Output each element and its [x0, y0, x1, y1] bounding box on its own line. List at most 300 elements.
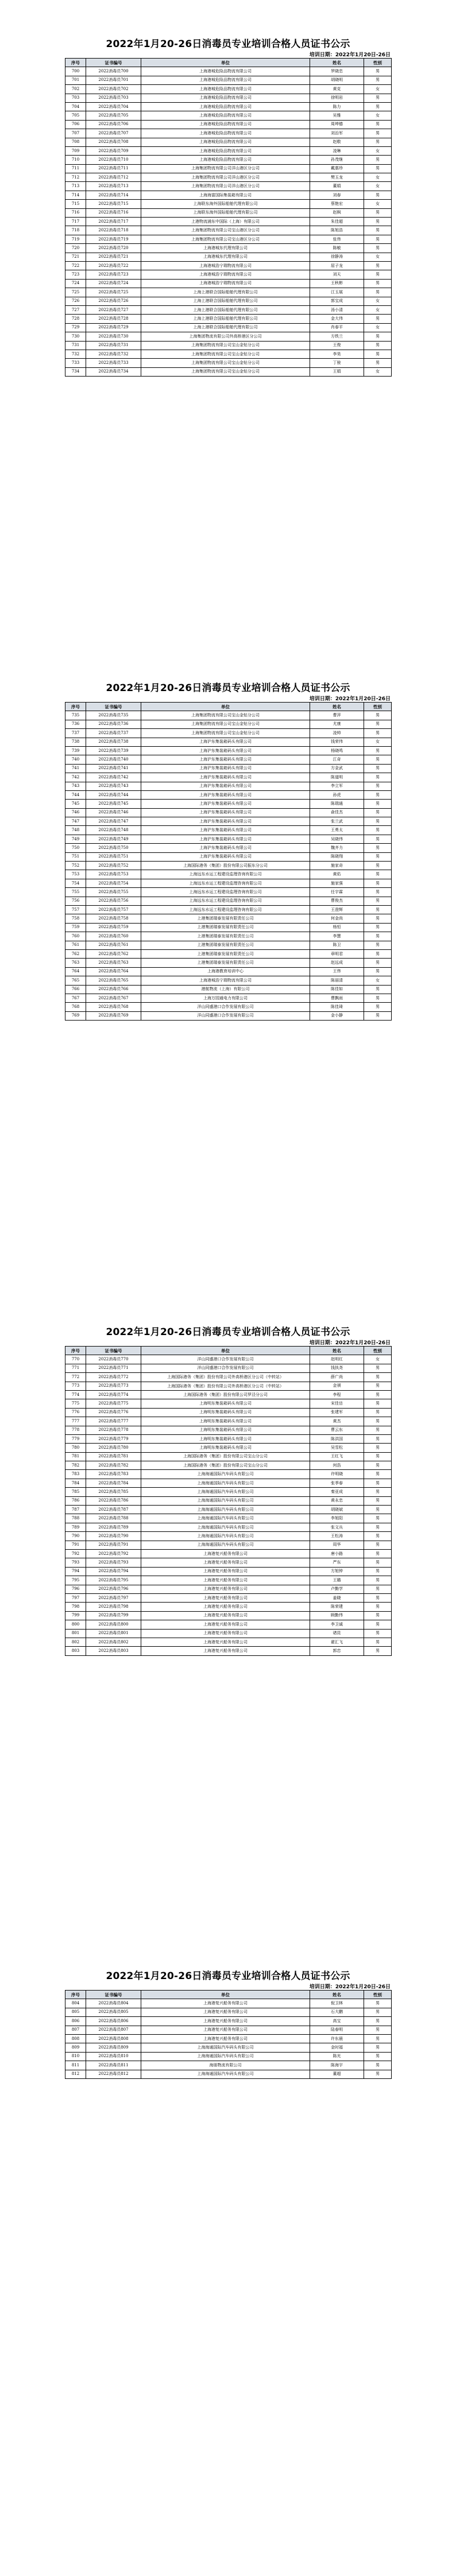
cell-cert-no: 2022消毒员802: [86, 1638, 141, 1646]
cell-seq: 734: [65, 367, 86, 376]
cell-cert-no: 2022消毒员751: [86, 852, 141, 861]
cell-cert-no: 2022消毒员711: [86, 164, 141, 173]
table-row: [65, 2061, 392, 2070]
cell-cert-no: 2022消毒员734: [86, 367, 141, 376]
cell-gender: 男: [364, 1567, 392, 1576]
cell-name: 王娟: [310, 367, 364, 376]
table-row: [65, 800, 392, 808]
table-row: [65, 200, 392, 208]
cell-cert-no: 2022消毒员786: [86, 1496, 141, 1505]
table-row: [65, 1585, 392, 1593]
table-row: [65, 1390, 392, 1399]
cell-name: 陈晓翔: [310, 852, 364, 861]
cell-seq: 771: [65, 1364, 86, 1372]
cell-cert-no: 2022消毒员752: [86, 862, 141, 870]
cell-name: 朱佳超: [310, 218, 364, 226]
cell-unit: 上海沪东集装箱码头有限公司: [141, 764, 310, 773]
cell-unit: 上海上港联合国际船舶代理有限公司: [141, 288, 310, 297]
cell-name: 王俊: [310, 341, 364, 350]
cell-seq: 755: [65, 888, 86, 897]
cell-unit: 上海港城危险品物流有限公司: [141, 129, 310, 138]
cell-seq: 745: [65, 800, 86, 808]
cell-name: 郭忠: [310, 1647, 364, 1655]
cell-name: 王澄辉: [310, 905, 364, 914]
cell-name: 陈海宇: [310, 2061, 364, 2070]
cell-cert-no: 2022消毒员807: [86, 2026, 141, 2034]
cell-seq: 781: [65, 1452, 86, 1461]
cell-cert-no: 2022消毒员756: [86, 897, 141, 905]
table-row: [65, 1647, 392, 1655]
cell-gender: 男: [364, 244, 392, 253]
cell-unit: 上海港复兴船务有限公司: [141, 1647, 310, 1655]
cell-unit: 上海集团物流有限公司宝山金钻分公司: [141, 341, 310, 350]
cell-cert-no: 2022消毒员750: [86, 844, 141, 852]
roster-table: [65, 58, 392, 377]
table-row: [65, 1620, 392, 1629]
cell-name: 尤康: [310, 720, 364, 728]
cell-name: 张季春: [310, 1479, 364, 1487]
cell-gender: 男: [364, 2061, 392, 2070]
cell-seq: 799: [65, 1611, 86, 1620]
cell-cert-no: 2022消毒员723: [86, 270, 141, 279]
cell-seq: 769: [65, 1011, 86, 1020]
cell-cert-no: 2022消毒员705: [86, 111, 141, 120]
table-row: [65, 138, 392, 146]
cell-cert-no: 2022消毒员791: [86, 1541, 141, 1549]
cell-seq: 701: [65, 76, 86, 84]
cell-name: 俞佳杰: [310, 808, 364, 817]
cell-unit: 上港物流浦东中国际（上海）有限公司: [141, 218, 310, 226]
table-row: [65, 1629, 392, 1638]
cell-gender: 男: [364, 967, 392, 976]
cell-gender: 男: [364, 1382, 392, 1390]
table-row: [65, 2052, 392, 2061]
cell-cert-no: 2022消毒员745: [86, 800, 141, 808]
cell-unit: 洋山同盛港口合作发展有限公司: [141, 1011, 310, 1020]
cell-seq: 704: [65, 102, 86, 111]
table-row: [65, 1603, 392, 1611]
cell-name: 张伟: [310, 235, 364, 243]
cell-unit: 上海沪东集装箱码头有限公司: [141, 808, 310, 817]
cell-gender: 男: [364, 138, 392, 146]
cell-gender: 男: [364, 2070, 392, 2078]
cell-unit: 上港集团瑞泰发展有限责任公司: [141, 932, 310, 941]
cell-seq: 805: [65, 2008, 86, 2016]
cell-cert-no: 2022消毒员718: [86, 226, 141, 235]
cell-seq: 779: [65, 1434, 86, 1443]
cell-unit: 上海港城危险品物流有限公司: [141, 120, 310, 129]
cell-cert-no: 2022消毒员742: [86, 773, 141, 782]
cell-unit: 上海港复兴船务有限公司: [141, 1603, 310, 1611]
cell-seq: 711: [65, 164, 86, 173]
table-row: [65, 156, 392, 164]
cell-cert-no: 2022消毒员764: [86, 967, 141, 976]
cell-gender: 男: [364, 914, 392, 923]
cell-cert-no: 2022消毒员712: [86, 173, 141, 182]
cell-unit: 上海上港联合国际船舶代理有限公司: [141, 297, 310, 305]
cell-unit: 上海海通国际汽车码头有限公司: [141, 1488, 310, 1496]
cell-gender: 男: [364, 1444, 392, 1452]
cell-name: 肖春平: [310, 323, 364, 332]
cell-cert-no: 2022消毒员774: [86, 1390, 141, 1399]
cell-cert-no: 2022消毒员736: [86, 720, 141, 728]
cell-seq: 733: [65, 359, 86, 367]
table-row: [65, 1434, 392, 1443]
cell-unit: 上海联东海外国际船舶代理有限公司: [141, 208, 310, 217]
table-row: [65, 923, 392, 932]
cell-name: 陈丽清: [310, 976, 364, 985]
table-row: [65, 738, 392, 746]
cell-seq: 742: [65, 773, 86, 782]
table-row: [65, 1514, 392, 1523]
table-row: [65, 332, 392, 341]
cell-unit: 上港集团瑞泰发展有限责任公司: [141, 914, 310, 923]
cell-cert-no: 2022消毒员800: [86, 1620, 141, 1629]
cell-unit: 上海沪东集装箱码头有限公司: [141, 844, 310, 852]
cell-seq: 700: [65, 67, 86, 76]
cell-name: 李慧: [310, 932, 364, 941]
table-row: [65, 764, 392, 773]
cell-gender: 女: [364, 253, 392, 261]
cell-seq: 716: [65, 208, 86, 217]
training-date: 培训日期：2022年1月20日-26日: [309, 52, 391, 58]
cell-cert-no: 2022消毒员721: [86, 253, 141, 261]
table-row: [65, 985, 392, 994]
cell-cert-no: 2022消毒员782: [86, 1461, 141, 1470]
table-row: [65, 994, 392, 1002]
cell-unit: 上海港城浩宁瑞物流有限公司: [141, 270, 310, 279]
cell-seq: 762: [65, 949, 86, 958]
cell-unit: 上海沪东集装箱码头有限公司: [141, 746, 310, 755]
cell-gender: 男: [364, 1426, 392, 1434]
cell-seq: 737: [65, 729, 86, 738]
cell-gender: 男: [364, 1549, 392, 1558]
cell-cert-no: 2022消毒员754: [86, 879, 141, 887]
cell-seq: 806: [65, 2017, 86, 2026]
cell-cert-no: 2022消毒员737: [86, 729, 141, 738]
cell-gender: 女: [364, 1355, 392, 1364]
cell-seq: 785: [65, 1488, 86, 1496]
cell-name: 方旭钟: [310, 1567, 364, 1576]
table-row: [65, 1408, 392, 1417]
table-row: [65, 1549, 392, 1558]
roster-table: [65, 702, 392, 1021]
cell-name: 孙虎: [310, 790, 364, 799]
header-row: [65, 1347, 392, 1355]
cell-unit: 上海海通国际汽车码头有限公司: [141, 1479, 310, 1487]
cell-unit: 上海港城浩宁瑞物流有限公司: [141, 976, 310, 985]
cell-gender: 男: [364, 120, 392, 129]
cell-name: 蔡艳宏: [310, 200, 364, 208]
cell-unit: 上海明东集装箱码头有限公司: [141, 1417, 310, 1426]
cell-unit: 上海明东集装箱码头有限公司: [141, 1434, 310, 1443]
cell-unit: 上海港城浩宁瑞物流有限公司: [141, 261, 310, 270]
header-seq: 序号: [65, 1347, 86, 1355]
cell-name: 许东晨: [310, 2034, 364, 2043]
cell-name: 江奇: [310, 755, 364, 764]
header-name: 姓名: [310, 59, 364, 67]
cell-gender: 男: [364, 350, 392, 358]
cell-name: 黄克: [310, 85, 364, 94]
cell-name: 何金尚: [310, 914, 364, 923]
cell-name: 赵明红: [310, 1355, 364, 1364]
cell-name: 陈道明: [310, 773, 364, 782]
cell-name: 刘治军: [310, 129, 364, 138]
cell-seq: 702: [65, 85, 86, 94]
cell-name: 凌琳: [310, 146, 364, 155]
cell-name: 张文兵: [310, 1523, 364, 1531]
cell-cert-no: 2022消毒员767: [86, 994, 141, 1002]
cell-unit: 上港集团瑞泰发展有限责任公司: [141, 941, 310, 949]
cell-gender: 女: [364, 976, 392, 985]
roster-table: [65, 1346, 392, 1656]
cell-cert-no: 2022消毒员793: [86, 1558, 141, 1567]
table-row: [65, 852, 392, 861]
cell-seq: 757: [65, 905, 86, 914]
cell-seq: 809: [65, 2043, 86, 2052]
cell-seq: 776: [65, 1408, 86, 1417]
cell-name: 王璐: [310, 1576, 364, 1585]
cell-gender: 男: [364, 1514, 392, 1523]
cell-unit: 上海港城危险品物流有限公司: [141, 67, 310, 76]
cell-cert-no: 2022消毒员769: [86, 1011, 141, 1020]
cell-name: 屈子龙: [310, 261, 364, 270]
cell-gender: 男: [364, 905, 392, 914]
cell-name: 陈荣建: [310, 1603, 364, 1611]
cell-cert-no: 2022消毒员717: [86, 218, 141, 226]
cell-seq: 743: [65, 782, 86, 790]
cell-gender: 男: [364, 1585, 392, 1593]
cell-unit: 上海远东水运工程建设监理咨询有限公司: [141, 897, 310, 905]
cell-cert-no: 2022消毒员730: [86, 332, 141, 341]
cell-name: 黄永忠: [310, 1496, 364, 1505]
cell-cert-no: 2022消毒员753: [86, 870, 141, 879]
cell-unit: 上海明东集装箱码头有限公司: [141, 1408, 310, 1417]
cell-seq: 773: [65, 1382, 86, 1390]
cell-seq: 723: [65, 270, 86, 279]
cell-gender: 男: [364, 1390, 392, 1399]
cell-cert-no: 2022消毒员762: [86, 949, 141, 958]
cell-seq: 712: [65, 173, 86, 182]
cell-cert-no: 2022消毒员808: [86, 2034, 141, 2043]
cell-cert-no: 2022消毒员788: [86, 1514, 141, 1523]
cell-gender: 男: [364, 208, 392, 217]
cell-gender: 男: [364, 315, 392, 323]
roster-page: [0, 1288, 456, 1932]
cell-unit: 上海国际港务（集团）股份有限公司宝山分公司: [141, 1452, 310, 1461]
cell-gender: 男: [364, 2026, 392, 2034]
cell-gender: 男: [364, 1003, 392, 1011]
table-row: [65, 897, 392, 905]
cell-seq: 752: [65, 862, 86, 870]
cell-unit: 上海远东水运工程建设监理咨询有限公司: [141, 888, 310, 897]
cell-seq: 747: [65, 817, 86, 826]
cell-cert-no: 2022消毒员790: [86, 1532, 141, 1541]
cell-unit: 上海集团物流有限公司宝山金钻分公司: [141, 350, 310, 358]
cell-seq: 722: [65, 261, 86, 270]
cell-unit: 洋山同盛港口合作发展有限公司: [141, 1364, 310, 1372]
cell-cert-no: 2022消毒员722: [86, 261, 141, 270]
cell-gender: 男: [364, 1496, 392, 1505]
cell-cert-no: 2022消毒员763: [86, 959, 141, 967]
cell-gender: 男: [364, 1603, 392, 1611]
cell-cert-no: 2022消毒员724: [86, 279, 141, 288]
cell-cert-no: 2022消毒员738: [86, 738, 141, 746]
cell-name: 陈佳如: [310, 985, 364, 994]
cell-gender: 男: [364, 932, 392, 941]
table-row: [65, 85, 392, 94]
table-row: [65, 808, 392, 817]
cell-gender: 男: [364, 1434, 392, 1443]
cell-unit: 上海港复兴船务有限公司: [141, 1611, 310, 1620]
cell-cert-no: 2022消毒员703: [86, 94, 141, 102]
cell-cert-no: 2022消毒员797: [86, 1593, 141, 1602]
table-row: [65, 323, 392, 332]
cell-seq: 731: [65, 341, 86, 350]
cell-gender: 男: [364, 835, 392, 843]
cell-unit: 上海明东集装箱码头有限公司: [141, 1444, 310, 1452]
cell-name: 曹飘雨: [310, 994, 364, 1002]
cell-seq: 800: [65, 1620, 86, 1629]
cell-name: 赵远成: [310, 959, 364, 967]
header-gender: 性别: [364, 59, 392, 67]
cell-seq: 766: [65, 985, 86, 994]
cell-name: 李立军: [310, 782, 364, 790]
cell-unit: 上海沪东集装箱码头有限公司: [141, 755, 310, 764]
cell-cert-no: 2022消毒员707: [86, 129, 141, 138]
cell-name: 吴晓伟: [310, 835, 364, 843]
cell-seq: 756: [65, 897, 86, 905]
table-row: [65, 976, 392, 985]
cell-seq: 763: [65, 959, 86, 967]
cell-seq: 707: [65, 129, 86, 138]
cell-unit: 上海沪东集装箱码头有限公司: [141, 826, 310, 835]
cell-cert-no: 2022消毒员757: [86, 905, 141, 914]
cell-seq: 721: [65, 253, 86, 261]
header-row: [65, 1991, 392, 1999]
cell-unit: 上海港复兴船务有限公司: [141, 2017, 310, 2026]
cell-unit: 上海港城危险品物流有限公司: [141, 138, 310, 146]
header-unit: 单位: [141, 1991, 310, 1999]
table-row: [65, 297, 392, 305]
cell-seq: 812: [65, 2070, 86, 2078]
cell-gender: 男: [364, 1399, 392, 1408]
header-cert-no: 证书编号: [86, 1991, 141, 1999]
cell-unit: 上海海通国际汽车码头有限公司: [141, 1514, 310, 1523]
cell-gender: 男: [364, 817, 392, 826]
cell-gender: 男: [364, 870, 392, 879]
table-row: [65, 949, 392, 958]
cell-gender: 男: [364, 1506, 392, 1514]
cell-unit: 上海海通国际汽车码头有限公司: [141, 2052, 310, 2061]
cell-gender: 男: [364, 985, 392, 994]
cell-gender: 女: [364, 297, 392, 305]
cell-gender: 女: [364, 146, 392, 155]
cell-name: 方金武: [310, 764, 364, 773]
cell-name: 秦亚成: [310, 1488, 364, 1496]
cell-cert-no: 2022消毒员704: [86, 102, 141, 111]
cell-name: 董娟: [310, 182, 364, 191]
table-row: [65, 67, 392, 76]
cell-gender: 男: [364, 994, 392, 1002]
cell-unit: 上海港城浩宁瑞物流有限公司: [141, 279, 310, 288]
table-row: [65, 1417, 392, 1426]
table-row: [65, 2008, 392, 2016]
cell-unit: 上海沪东集装箱码头有限公司: [141, 800, 310, 808]
cell-unit: 上海港城危险品物流有限公司: [141, 146, 310, 155]
cell-cert-no: 2022消毒员726: [86, 297, 141, 305]
cell-seq: 780: [65, 1444, 86, 1452]
cell-unit: 上海海通国际汽车码头有限公司: [141, 1523, 310, 1531]
cell-cert-no: 2022消毒员811: [86, 2061, 141, 2070]
cell-name: 李卫诚: [310, 1620, 364, 1629]
cell-seq: 729: [65, 323, 86, 332]
cell-cert-no: 2022消毒员740: [86, 755, 141, 764]
cell-unit: 上海沪东集装箱码头有限公司: [141, 817, 310, 826]
cell-name: 章明君: [310, 949, 364, 958]
cell-unit: 上海国际港务（集团）股份有限公司外高桥港区分公司（中转站）: [141, 1382, 310, 1390]
cell-cert-no: 2022消毒员779: [86, 1434, 141, 1443]
cell-seq: 767: [65, 994, 86, 1002]
cell-cert-no: 2022消毒员714: [86, 191, 141, 199]
cell-cert-no: 2022消毒员729: [86, 323, 141, 332]
cell-gender: 男: [364, 782, 392, 790]
cell-seq: 768: [65, 1003, 86, 1011]
cell-name: 汤小清: [310, 305, 364, 314]
cell-unit: 上海上港联合国际船舶代理有限公司: [141, 315, 310, 323]
cell-unit: 上海上港联合国际船舶代理有限公司: [141, 305, 310, 314]
table-row: [65, 182, 392, 191]
table-row: [65, 746, 392, 755]
cell-unit: 上海远东水运工程建设监理咨询有限公司: [141, 879, 310, 887]
cell-unit: 上海集团物流有限公司宝山金钻分公司: [141, 720, 310, 728]
table-row: [65, 1576, 392, 1585]
table-row: [65, 1638, 392, 1646]
table-row: [65, 1506, 392, 1514]
table-row: [65, 835, 392, 843]
cell-cert-no: 2022消毒员732: [86, 350, 141, 358]
cell-unit: 上海港复兴船务有限公司: [141, 1558, 310, 1567]
cell-gender: 男: [364, 332, 392, 341]
cell-gender: 男: [364, 1452, 392, 1461]
table-row: [65, 2034, 392, 2043]
cell-unit: 上海沪东集装箱码头有限公司: [141, 773, 310, 782]
cell-unit: 上海港复兴船务有限公司: [141, 1593, 310, 1602]
table-row: [65, 879, 392, 887]
cell-unit: 上港集团瑞泰发展有限责任公司: [141, 959, 310, 967]
table-row: [65, 888, 392, 897]
cell-unit: 上海港城危险品物流有限公司: [141, 94, 310, 102]
cell-seq: 808: [65, 2034, 86, 2043]
cell-seq: 758: [65, 914, 86, 923]
table-row: [65, 1461, 392, 1470]
cell-seq: 784: [65, 1479, 86, 1487]
table-row: [65, 1470, 392, 1479]
header-unit: 单位: [141, 703, 310, 711]
cell-seq: 787: [65, 1506, 86, 1514]
cell-name: 李昊: [310, 350, 364, 358]
cell-gender: 男: [364, 164, 392, 173]
cell-gender: 男: [364, 808, 392, 817]
training-date: 培训日期：2022年1月20日-26日: [309, 1984, 391, 1990]
header-name: 姓名: [310, 1347, 364, 1355]
cell-name: 胡晓斌: [310, 1506, 364, 1514]
cell-cert-no: 2022消毒员747: [86, 817, 141, 826]
cell-cert-no: 2022消毒员760: [86, 932, 141, 941]
page-title: 2022年1月20-26日消毒员专业培训合格人员证书公示: [106, 38, 350, 50]
cell-seq: 740: [65, 755, 86, 764]
cell-cert-no: 2022消毒员749: [86, 835, 141, 843]
